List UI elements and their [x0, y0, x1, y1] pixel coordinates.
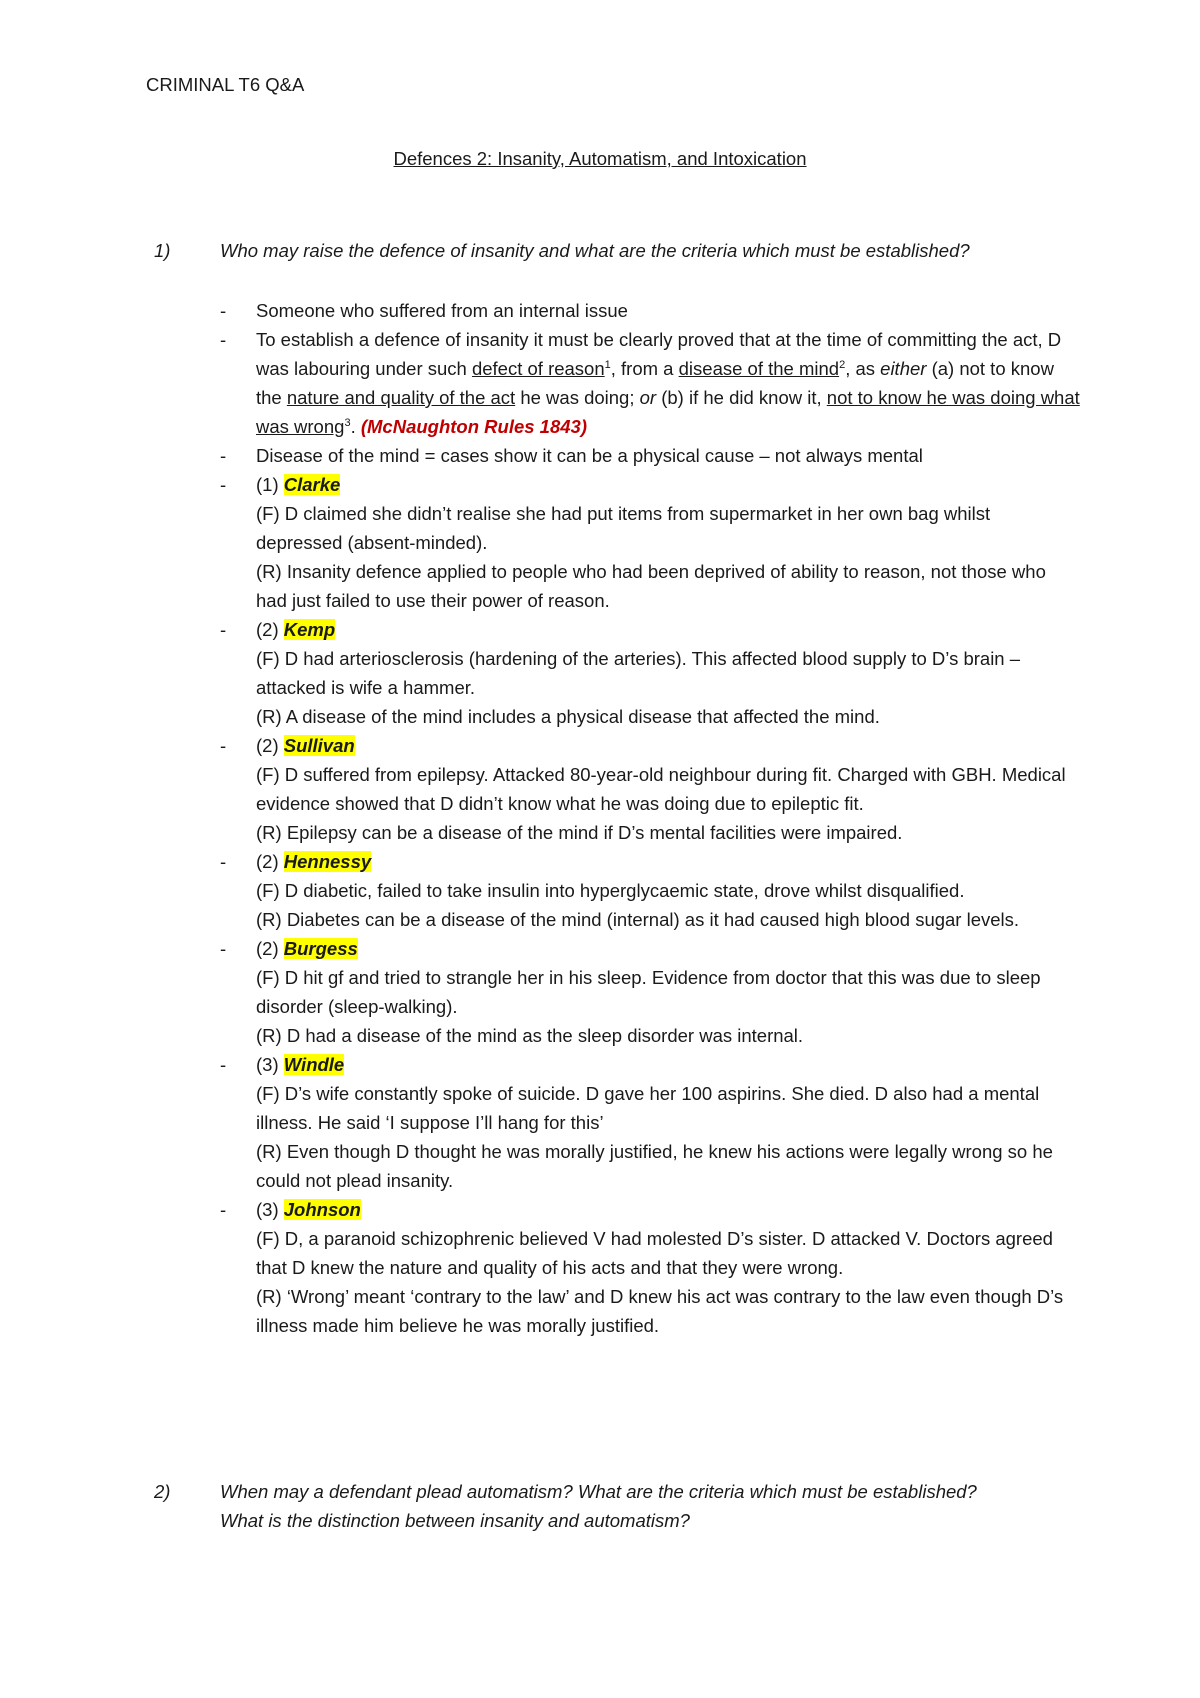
case-ruling: (R) Even though D thought he was morally justified, he knew his actions were legally wrong so he could not plead insanity. — [256, 1141, 1053, 1191]
question-number: 1) — [154, 240, 171, 261]
case-ruling: (R) Insanity defence applied to people who had been deprived of ability to reason, not those who had just failed to use their power of reason. — [256, 561, 1046, 611]
term-not-know-wrong: not to know he was doing what was wrong — [256, 387, 1080, 437]
case-ruling: (R) Epilepsy can be a disease of the mind if D’s mental facilities were impaired. — [256, 822, 903, 843]
case-facts: (F) D suffered from epilepsy. Attacked 80-year-old neighbour during fit. Charged with GBH. Medical evidence showed that D didn’t know what he was doing due to epileptic fit. — [256, 764, 1066, 814]
bullet-text-p1: To establish a defence of insanity it must be clearly proved that at the time of committing the act, D was labouring under such — [256, 329, 1062, 379]
bullet-text-p4: (a) not to know the — [256, 358, 1054, 408]
bullet-dash: - — [220, 851, 227, 872]
case-number: (2) — [256, 851, 284, 872]
case-ruling: (R) Diabetes can be a disease of the mind (internal) as it had caused high blood sugar levels. — [256, 909, 1020, 930]
term-defect-of-reason: defect of reason — [471, 358, 605, 379]
bullet-text-p3: , as — [845, 358, 881, 379]
case-number: (3) — [256, 1054, 284, 1075]
bullet-dash: - — [220, 329, 227, 350]
footnote-ref-1: 1 — [604, 358, 611, 371]
case-ruling: (R) D had a disease of the mind as the sleep disorder was internal. — [256, 1025, 804, 1046]
bullet-dash: - — [220, 300, 227, 321]
bullet-text-p7: . — [350, 416, 361, 437]
document-header: CRIMINAL T6 Q&A — [146, 74, 305, 95]
case-facts: (F) D claimed she didn’t realise she had put items from supermarket in her own bag whilst depressed (absent-minded). — [256, 503, 991, 553]
case-facts: (F) D hit gf and tried to strangle her in his sleep. Evidence from doctor that this was due to sleep disorder (sleep-walking). — [256, 967, 1041, 1017]
case-number: (1) — [256, 474, 284, 495]
answer-list — [220, 296, 1080, 1340]
case-facts: (F) D’s wife constantly spoke of suicide. D gave her 100 aspirins. She died. D also had a mental illness. He said ‘I suppose I’ll hang for this’ — [256, 1083, 1040, 1133]
footnote-ref-3: 3 — [344, 416, 351, 429]
bullet-dash: - — [220, 938, 227, 959]
bullet-dash: - — [220, 1199, 227, 1220]
question-1 — [154, 236, 1090, 265]
bullet-dash: - — [220, 445, 227, 466]
bullet-dash: - — [220, 1054, 227, 1075]
case-item — [220, 615, 1080, 731]
term-disease-of-the-mind: disease of the mind — [678, 358, 840, 379]
case-facts: (F) D, a paranoid schizophrenic believed V had molested D’s sister. D attacked V. Doctors agreed that D knew the nature and quality of his acts and that they were wrong. — [256, 1228, 1053, 1278]
case-name: Johnson — [283, 1199, 361, 1220]
case-number: (2) — [256, 619, 284, 640]
question-text: Who may raise the defence of insanity and what are the criteria which must be established? — [220, 240, 970, 261]
bullet-text-p5: he was doing; — [515, 387, 640, 408]
case-name: Burgess — [283, 938, 358, 959]
question-text-line-2: What is the distinction between insanity and automatism? — [220, 1510, 690, 1531]
bullet-text: Someone who suffered from an internal issue — [256, 300, 628, 321]
case-item — [220, 934, 1080, 1050]
case-item — [220, 1050, 1080, 1195]
case-facts: (F) D diabetic, failed to take insulin into hyperglycaemic state, drove whilst disqualified. — [256, 880, 965, 901]
word-or: or — [639, 387, 657, 408]
case-item — [220, 470, 1080, 615]
case-item — [220, 847, 1080, 934]
case-name: Windle — [283, 1054, 345, 1075]
case-item — [220, 731, 1080, 847]
question-2 — [154, 1477, 1090, 1535]
case-number: (2) — [256, 938, 284, 959]
answer-bullet — [220, 325, 1080, 441]
bullet-text-p2: , from a — [610, 358, 679, 379]
case-item — [220, 1195, 1080, 1340]
bullet-text: Disease of the mind = cases show it can be a physical cause – not always mental — [256, 445, 923, 466]
bullet-dash: - — [220, 474, 227, 495]
case-name: Kemp — [283, 619, 336, 640]
word-either: either — [880, 358, 927, 379]
case-facts: (F) D had arteriosclerosis (hardening of the arteries). This affected blood supply to D’s brain – attacked is wife a hammer. — [256, 648, 1021, 698]
answer-bullet — [220, 296, 1080, 325]
case-ruling: (R) ‘Wrong’ meant ‘contrary to the law’ and D knew his act was contrary to the law even though D’s illness made him believe he was morally justified. — [256, 1286, 1064, 1336]
question-text-line-1: When may a defendant plead automatism? What are the criteria which must be established? — [220, 1481, 977, 1502]
footnote-ref-2: 2 — [839, 358, 846, 371]
case-name: Clarke — [283, 474, 341, 495]
case-name: Hennessy — [283, 851, 372, 872]
case-name: Sullivan — [283, 735, 355, 756]
case-number: (2) — [256, 735, 284, 756]
bullet-dash: - — [220, 619, 227, 640]
case-ruling: (R) A disease of the mind includes a physical disease that affected the mind. — [256, 706, 880, 727]
bullet-dash: - — [220, 735, 227, 756]
case-number: (3) — [256, 1199, 284, 1220]
answer-bullet — [220, 441, 1080, 470]
authority-reference: (McNaughton Rules 1843) — [360, 416, 587, 437]
question-number: 2) — [154, 1481, 171, 1502]
document-title: Defences 2: Insanity, Automatism, and Intoxication — [393, 148, 807, 169]
term-nature-and-quality: nature and quality of the act — [286, 387, 516, 408]
bullet-text-p6: (b) if he did know it, — [656, 387, 827, 408]
